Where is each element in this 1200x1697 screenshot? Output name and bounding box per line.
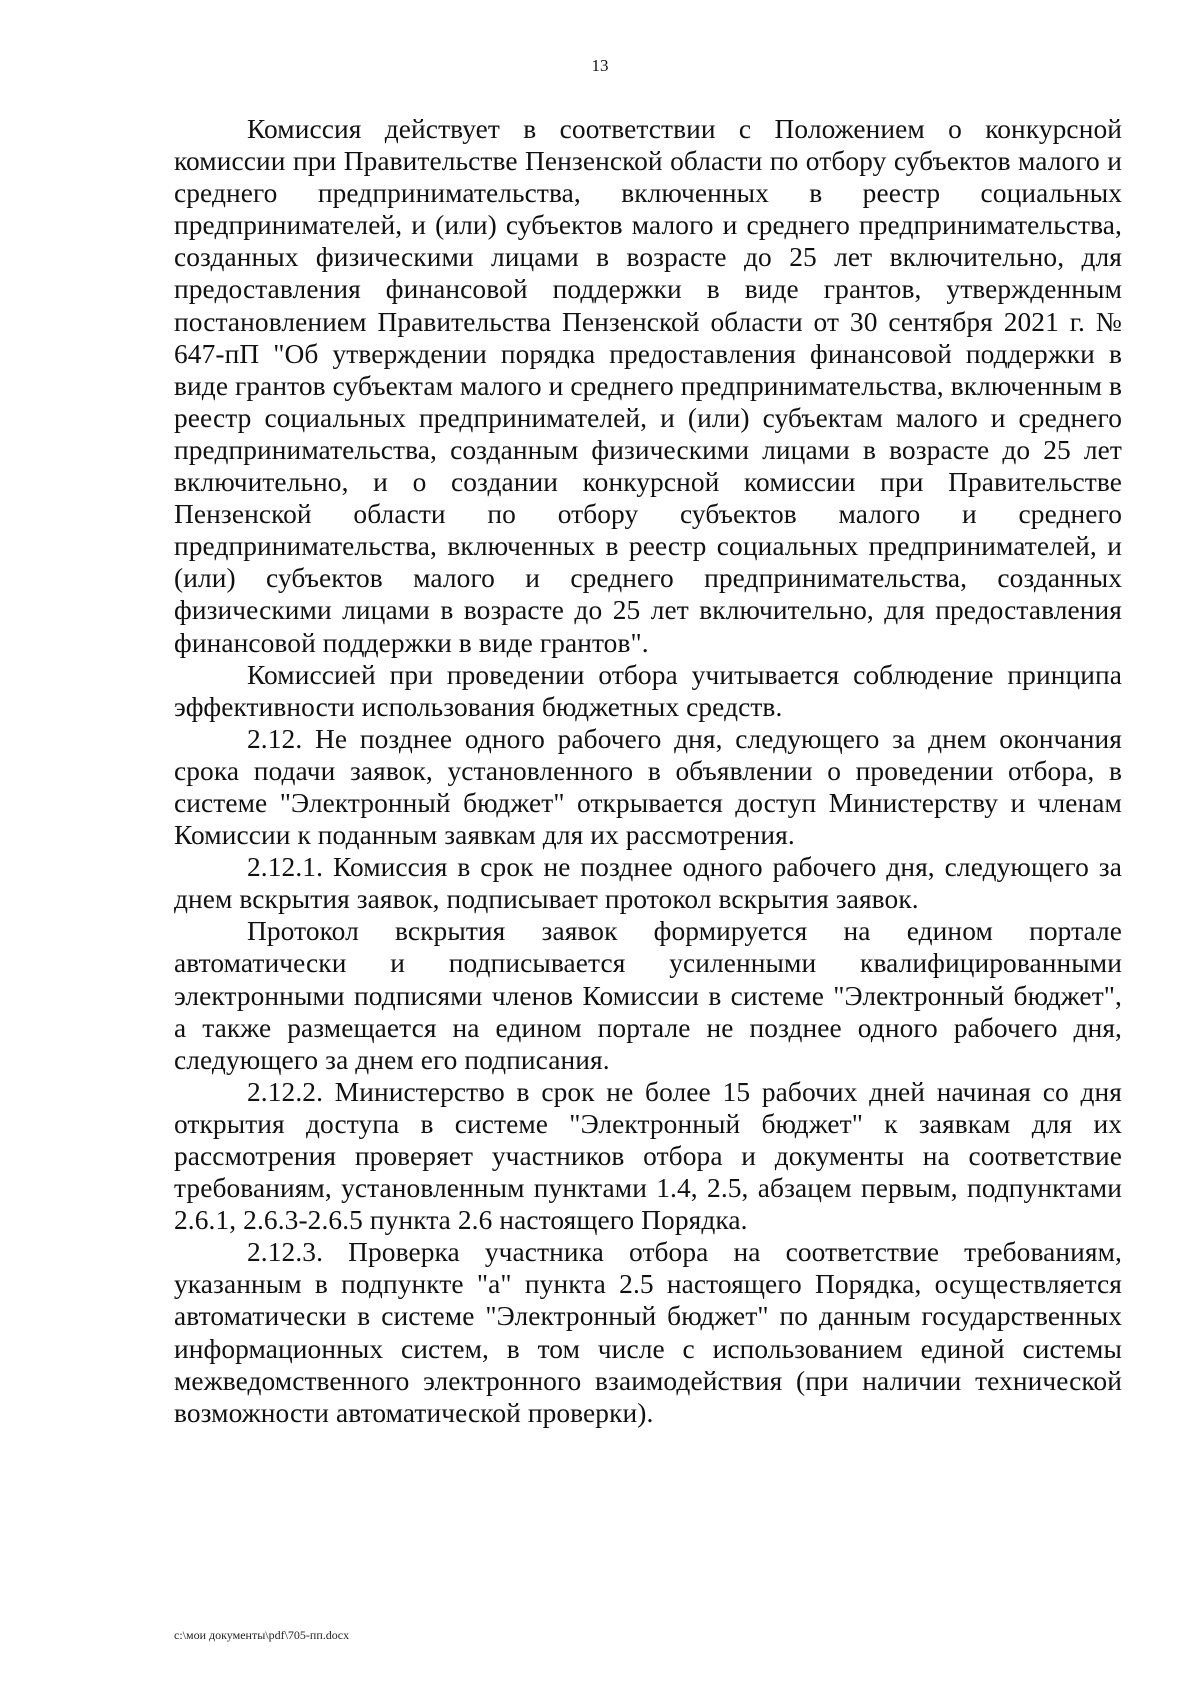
paragraph-commission: Комиссия действует в соответствии с Положением о конкурсной комиссии при Правительстве Пензенской области по отбору субъектов малого и среднего предпринимательства, включенных в реестр социальных предпринимателей, и (или) субъектов малого и среднего предпринимательства, созданных физическими лицами в возрасте до 25 лет включительно, для предоставления финансовой поддержки в виде грантов, утвержденным постановлением Правительства Пензенской области от 30 сентября 2021 г. № 647-пП "Об утверждении порядка предоставления финансовой поддержки в виде грантов субъектам малого и среднего предпринимательства, включенным в реестр социальных предпринимателей, и (или) субъектам малого и среднего предпринимательства, созданным физическими лицами в возрасте до 25 лет включительно, и о создании конкурсной комиссии при Правительстве Пензенской области по отбору субъектов малого и среднего предпринимательства, включенных в реестр социальных предпринимателей, и (или) субъектов малого и среднего предпринимательства, созданных физическими лицами в возрасте до 25 лет включительно, для предоставления финансовой поддержки в виде грантов". (174, 114, 1123, 658)
paragraph-2-12: 2.12. Не позднее одного рабочего дня, следующего за днем окончания срока подачи заявок, установленного в объявлении о проведении отбора, в системе "Электронный бюджет" открывается доступ Министерству и членам Комиссии к поданным заявкам для их рассмотрения. (174, 723, 1122, 851)
footer-file-path: c:\мои документы\pdf\705-пп.docx (174, 1628, 350, 1642)
page-number: 13 (591, 56, 609, 75)
paragraph-efficiency: Комиссией при проведении отбора учитывается соблюдение принципа эффективности использования бюджетных средств. (174, 659, 1122, 722)
paragraph-protocol: Протокол вскрытия заявок формируется на едином портале автоматически и подписывается усиленными квалифицированными электронными подписями членов Комиссии в системе "Электронный бюджет", а также размещается на едином портале не позднее одного рабочего дня, следующего за днем его подписания. (174, 916, 1122, 1075)
paragraph-2-12-2: 2.12.2. Министерство в срок не более 15 рабочих дней начиная со дня открытия доступа в системе "Электронный бюджет" к заявкам для их рассмотрения проверяет участников отбора и документы на соответствие требованиям, установленным пунктами 1.4, 2.5, абзацем первым, подпунктами 2.6.1, 2.6.3-2.6.5 пункта 2.6 настоящего Порядка. (174, 1076, 1122, 1236)
paragraph-2-12-1: 2.12.1. Комиссия в срок не позднее одного рабочего дня, следующего за днем вскрытия заявок, подписывает протокол вскрытия заявок. (174, 852, 1122, 915)
document-body (174, 113, 1122, 1429)
paragraph-2-12-3: 2.12.3. Проверка участника отбора на соответствие требованиям, указанным в подпункте "а" пункта 2.5 настоящего Порядка, осуществляется автоматически в системе "Электронный бюджет" по данным государственных информационных систем, в том числе с использованием единой системы межведомственного электронного взаимодействия (при наличии технической возможности автоматической проверки). (174, 1237, 1122, 1428)
